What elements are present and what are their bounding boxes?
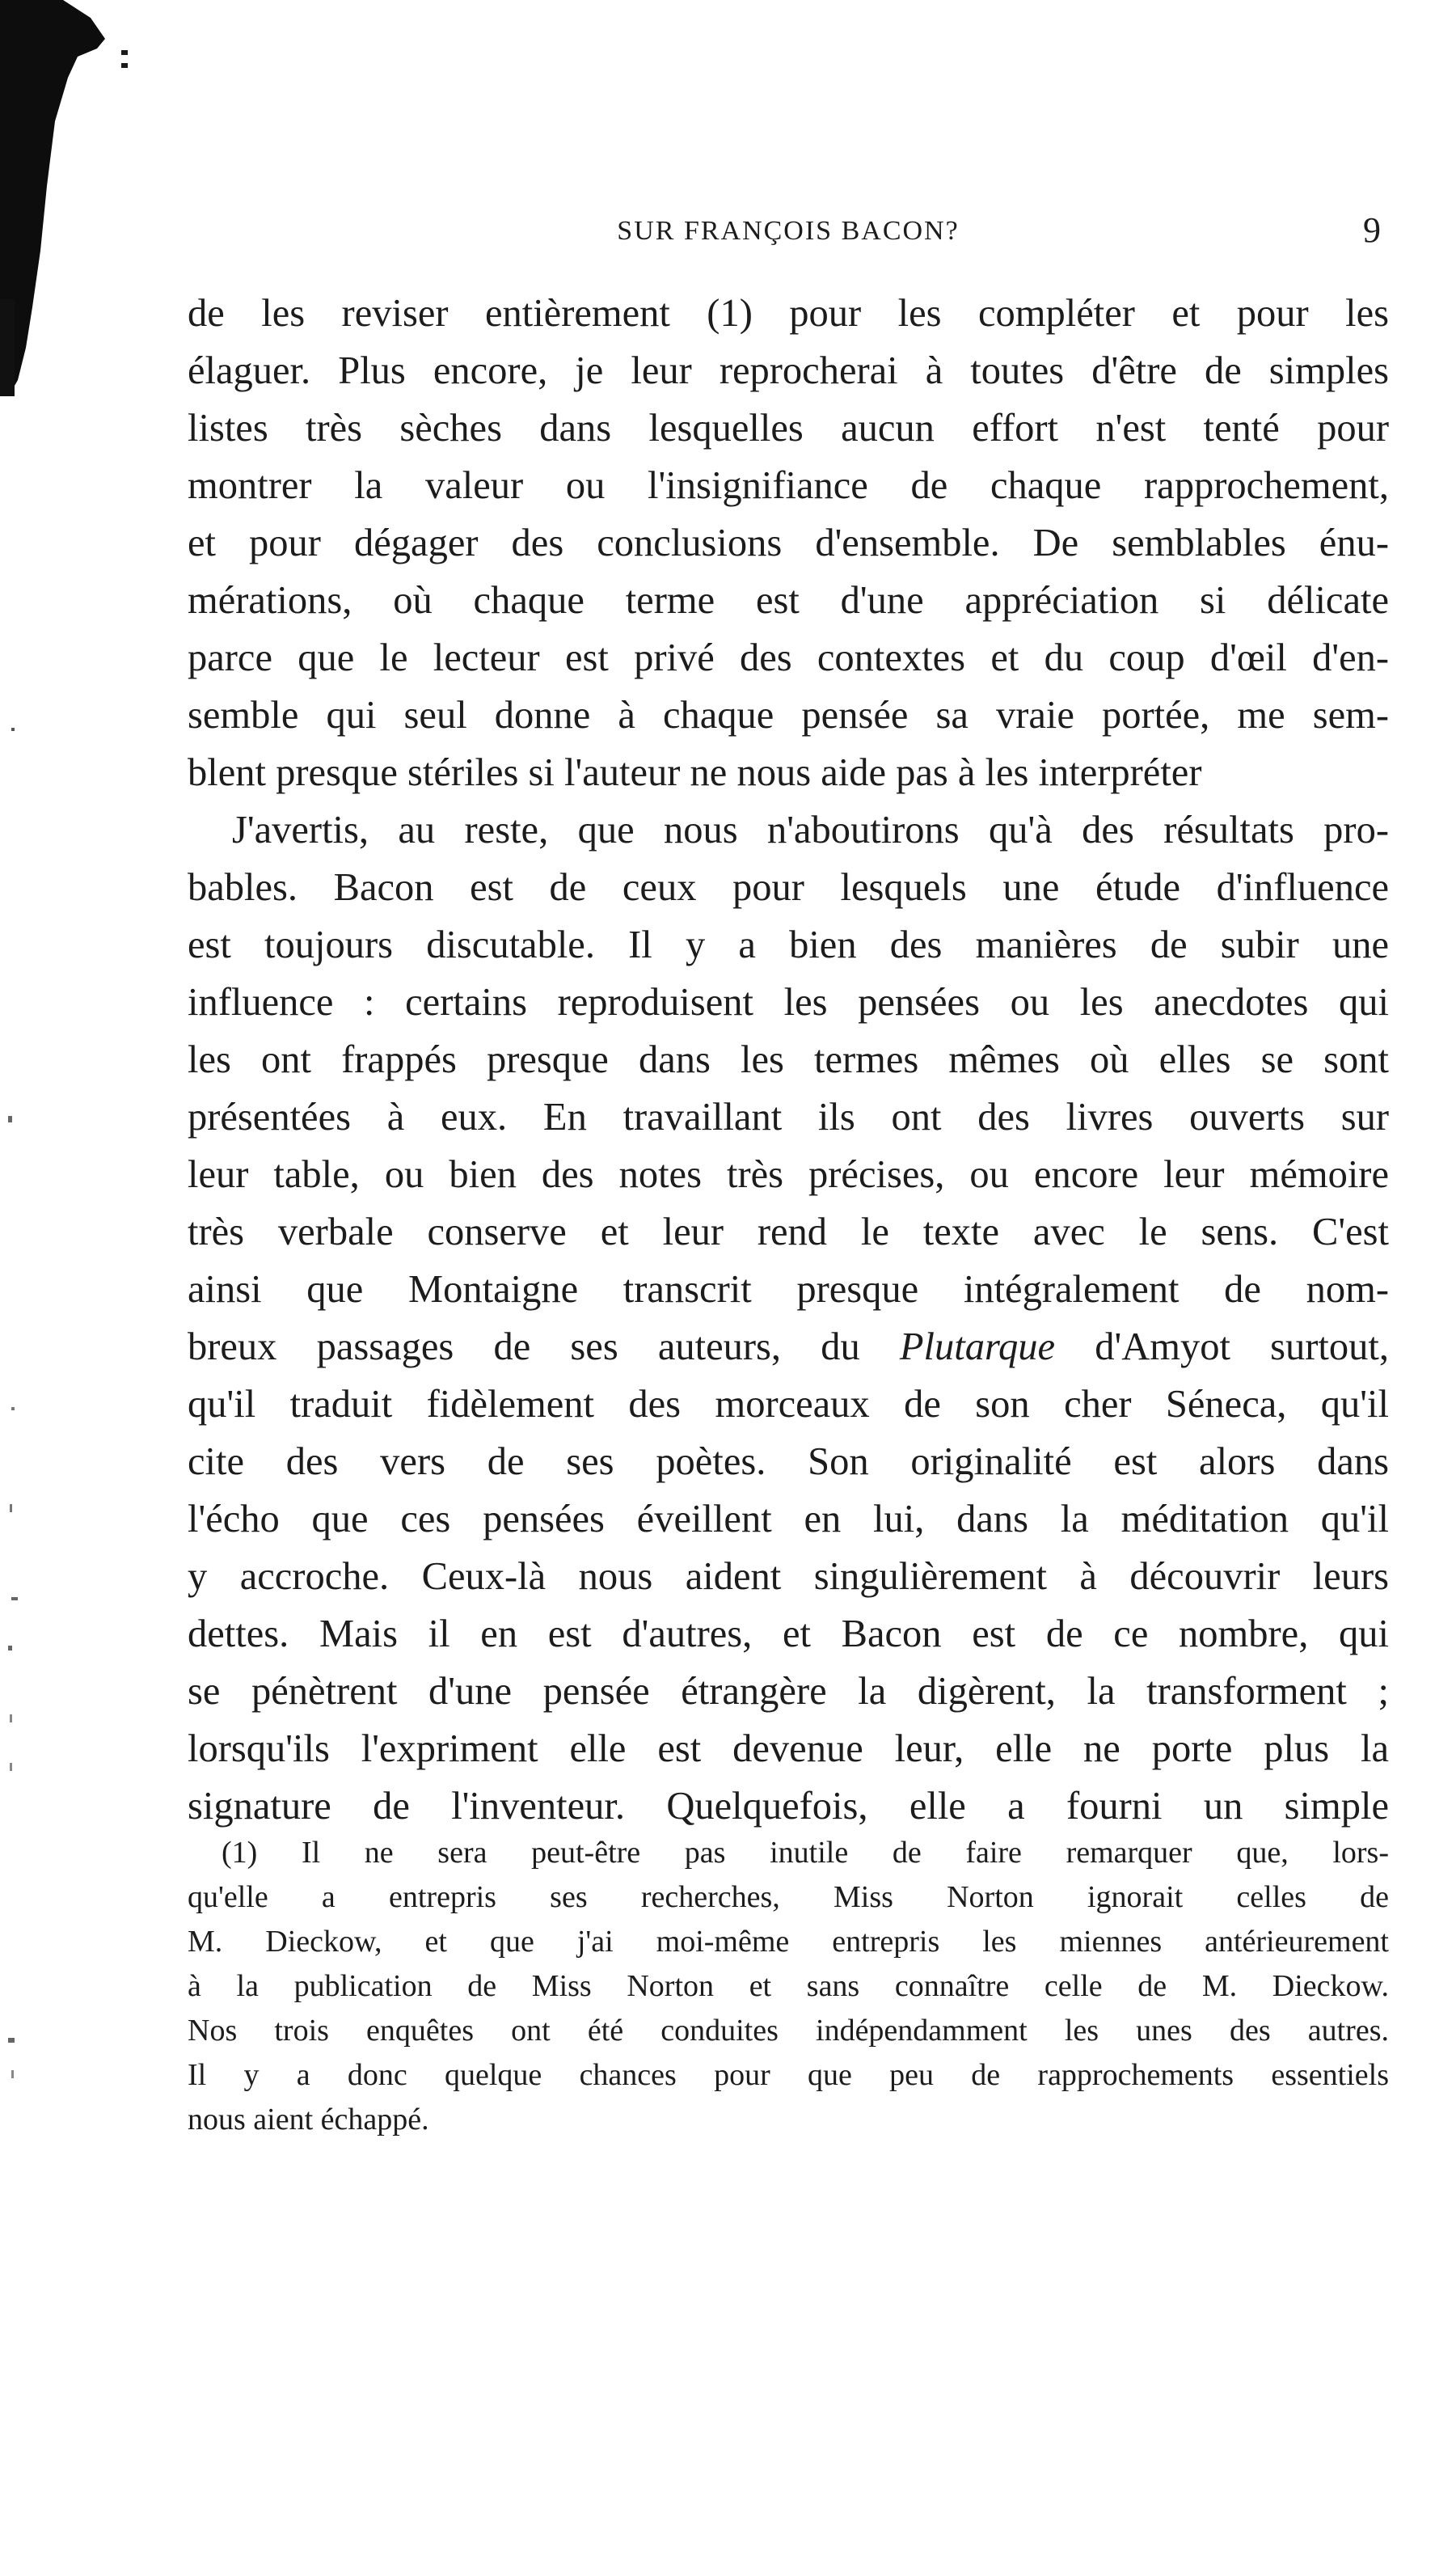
body-line: présentées à eux. En travaillant ils ont des livres ouverts sur (188, 1096, 1389, 1139)
footnote-line: Il y a donc quelque chances pour que peu de rapprochements essentiels (188, 2058, 1389, 2092)
body-line: J'avertis, au reste, que nous n'aboutirons qu'à des résultats pro- (232, 809, 1389, 852)
body-line: de les reviser entièrement (1) pour les compléter et pour les (188, 292, 1389, 335)
body-line: élaguer. Plus encore, je leur reprocherai à toutes d'être de simples (188, 349, 1389, 392)
body-line: montrer la valeur ou l'insignifiance de chaque rapprochement, (188, 464, 1389, 507)
book-title-plutarque: Plutarque (899, 1325, 1056, 1368)
footnote-line: M. Dieckow, et que j'ai moi-même entrepris les miennes antérieurement (188, 1925, 1389, 1959)
body-line: cite des vers de ses poètes. Son originalité est alors dans (188, 1440, 1389, 1483)
footnote-line: (1) Il ne sera peut-être pas inutile de faire remarquer que, lors- (222, 1836, 1389, 1870)
body-line: lorsqu'ils l'expriment elle est devenue leur, elle ne porte plus la (188, 1727, 1389, 1770)
body-line-part: breux passages de ses auteurs, du (188, 1325, 860, 1368)
body-line-with-title (188, 1318, 1389, 1376)
body-line: l'écho que ces pensées éveillent en lui, dans la méditation qu'il (188, 1498, 1389, 1541)
footnote (188, 1831, 1389, 2142)
body-line: est toujours discutable. Il y a bien des manières de subir une (188, 923, 1389, 966)
footnote-line: à la publication de Miss Norton et sans connaître celle de M. Dieckow. (188, 1969, 1389, 2003)
body-line: qu'il traduit fidèlement des morceaux de son cher Séneca, qu'il (188, 1383, 1389, 1426)
page-number: 9 (1363, 210, 1381, 250)
footnote-line: qu'elle a entrepris ses recherches, Miss Norton ignorait celles de (188, 1880, 1389, 1914)
body-line: mérations, où chaque terme est d'une appréciation si délicate (188, 579, 1389, 622)
body-line: influence : certains reproduisent les pensées ou les anecdotes qui (188, 981, 1389, 1024)
body-line: parce que le lecteur est privé des contextes et du coup d'œil d'en- (188, 636, 1389, 679)
body-line: dettes. Mais il en est d'autres, et Bacon est de ce nombre, qui (188, 1612, 1389, 1655)
binding-edge-shadow (0, 0, 129, 2557)
running-head (188, 206, 1389, 255)
body-line: et pour dégager des conclusions d'ensemble. De semblables énu- (188, 522, 1389, 564)
body-line: les ont frappés presque dans les termes mêmes où elles se sont (188, 1038, 1389, 1081)
footnote-line: Nos trois enquêtes ont été conduites indépendamment les unes des autres. (188, 2014, 1389, 2048)
body-line: blent presque stériles si l'auteur ne nous aide pas à les interpréter (188, 751, 1202, 794)
body-line: se pénètrent d'une pensée étrangère la digèrent, la transforment ; (188, 1670, 1389, 1713)
body-line: listes très sèches dans lesquelles aucun effort n'est tenté pour (188, 407, 1389, 450)
body-line: y accroche. Ceux-là nous aident singulièrement à découvrir leurs (188, 1555, 1389, 1598)
body-line: signature de l'inventeur. Quelquefois, elle a fourni un simple (188, 1785, 1389, 1828)
body-line: bables. Bacon est de ceux pour lesquels une étude d'influence (188, 866, 1389, 909)
running-title: SUR FRANÇOIS BACON? (617, 216, 960, 246)
body-line: semble qui seul donne à chaque pensée sa vraie portée, me sem- (188, 694, 1389, 737)
body-text (188, 285, 1389, 1835)
body-line: très verbale conserve et leur rend le texte avec le sens. C'est (188, 1211, 1389, 1253)
body-line: ainsi que Montaigne transcrit presque intégralement de nom- (188, 1268, 1389, 1311)
body-line: leur table, ou bien des notes très précises, ou encore leur mémoire (188, 1153, 1389, 1196)
body-line-part: d'Amyot surtout, (1095, 1325, 1389, 1368)
footnote-line: nous aient échappé. (188, 2103, 429, 2136)
